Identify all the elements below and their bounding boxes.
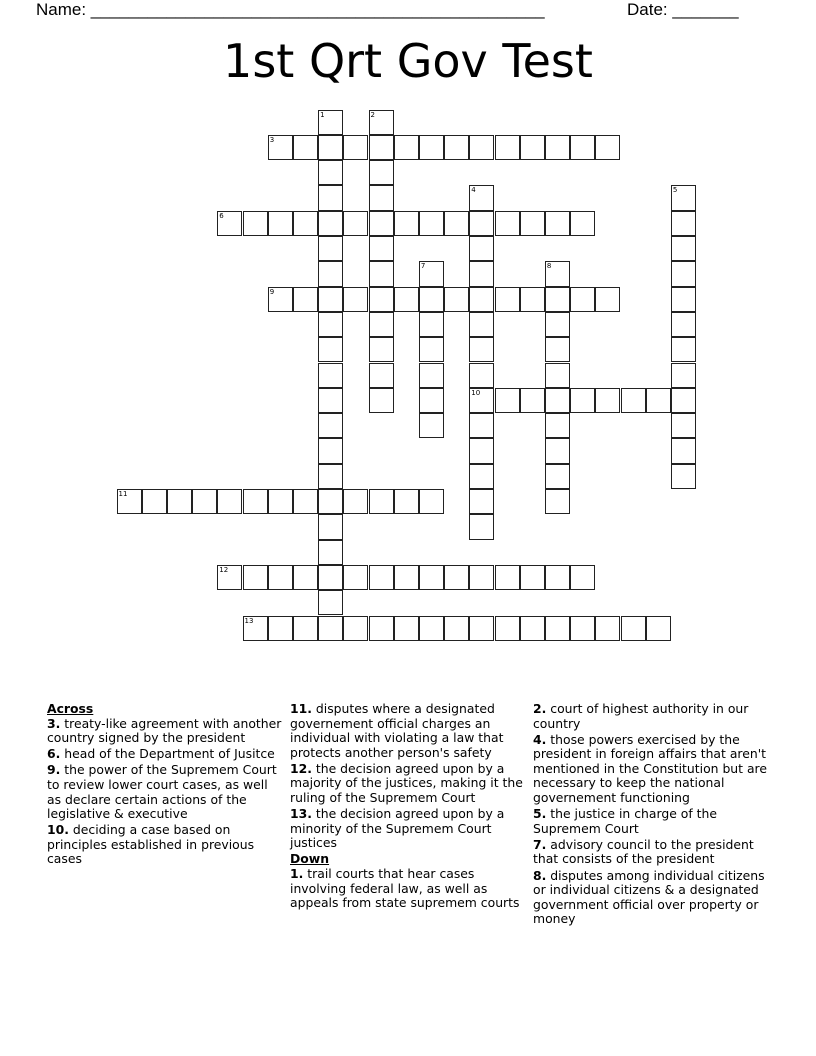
grid-cell[interactable] (545, 135, 570, 160)
grid-cell[interactable] (318, 110, 343, 135)
clue-number: 11 (118, 490, 128, 498)
grid-cell[interactable] (545, 312, 570, 337)
grid-cell[interactable] (369, 312, 394, 337)
grid-cell[interactable] (444, 135, 469, 160)
grid-cell[interactable] (318, 464, 343, 489)
grid-cell[interactable] (318, 438, 343, 463)
grid-cell[interactable] (394, 211, 419, 236)
grid-cell[interactable] (192, 489, 217, 514)
grid-cell[interactable] (243, 616, 268, 641)
grid-cell[interactable] (318, 514, 343, 539)
grid-cell[interactable] (469, 388, 494, 413)
grid-cell[interactable] (318, 565, 343, 590)
grid-cell[interactable] (369, 337, 394, 362)
grid-cell[interactable] (469, 489, 494, 514)
grid-cell[interactable] (369, 388, 394, 413)
grid-cell[interactable] (570, 287, 595, 312)
grid-cell[interactable] (369, 565, 394, 590)
grid-cell[interactable] (469, 514, 494, 539)
grid-cell[interactable] (595, 135, 620, 160)
clue-number: 6 (219, 211, 224, 220)
grid-cell[interactable] (495, 616, 520, 641)
grid-cell[interactable] (217, 489, 242, 514)
clues-column-3 (533, 702, 771, 928)
grid-cell[interactable] (671, 185, 696, 210)
grid-cell[interactable] (268, 135, 293, 160)
grid-cell[interactable] (545, 438, 570, 463)
grid-cell[interactable] (545, 616, 570, 641)
grid-cell[interactable] (469, 185, 494, 210)
clue-across-11: 11. disputes where a designated governement official charges an individual with violating a law that protects another person's safety (290, 701, 504, 760)
grid-cell[interactable] (293, 211, 318, 236)
grid-cell[interactable] (369, 363, 394, 388)
grid-cell[interactable] (545, 413, 570, 438)
grid-cell[interactable] (671, 312, 696, 337)
clue-number: 7 (420, 262, 426, 271)
grid-cell[interactable] (318, 160, 343, 185)
grid-cell[interactable] (469, 464, 494, 489)
clue-down-1: 1. trail courts that hear cases involving federal law, as well as appeals from state supremem courts (290, 866, 520, 911)
grid-cell[interactable] (646, 616, 671, 641)
grid-cell[interactable] (495, 287, 520, 312)
grid-cell[interactable] (343, 287, 368, 312)
clues-column-1 (47, 702, 285, 869)
grid-cell[interactable] (595, 616, 620, 641)
grid-cell[interactable] (243, 211, 268, 236)
grid-cell[interactable] (369, 110, 394, 135)
clue-number: 2 (370, 110, 375, 119)
grid-cell[interactable] (343, 211, 368, 236)
grid-cell[interactable] (469, 312, 494, 337)
grid-cell[interactable] (671, 261, 696, 286)
grid-cell[interactable] (369, 211, 394, 236)
grid-cell[interactable] (469, 236, 494, 261)
clue-number: 5 (672, 186, 678, 195)
grid-cell[interactable] (671, 363, 696, 388)
grid-cell[interactable] (419, 312, 444, 337)
grid-cell[interactable] (293, 616, 318, 641)
grid-cell[interactable] (167, 489, 192, 514)
grid-cell[interactable] (419, 287, 444, 312)
grid-cell[interactable] (469, 287, 494, 312)
grid-cell[interactable] (343, 135, 368, 160)
grid-cell[interactable] (444, 287, 469, 312)
grid-cell[interactable] (444, 211, 469, 236)
grid-cell[interactable] (369, 261, 394, 286)
clue-across-3: 3. treaty-like agreement with another country signed by the president (47, 715, 282, 746)
clue-across-10: 10. deciding a case based on principles established in previous cases (47, 822, 255, 867)
grid-cell[interactable] (243, 489, 268, 514)
grid-cell[interactable] (318, 185, 343, 210)
grid-cell[interactable] (419, 565, 444, 590)
grid-cell[interactable] (469, 337, 494, 362)
clue-number: 1 (320, 110, 325, 119)
grid-cell[interactable] (671, 413, 696, 438)
across-heading: Across (47, 701, 94, 716)
grid-cell[interactable] (469, 363, 494, 388)
grid-cell[interactable] (293, 135, 318, 160)
grid-cell[interactable] (545, 565, 570, 590)
grid-cell[interactable] (318, 363, 343, 388)
grid-cell[interactable] (243, 565, 268, 590)
grid-cell[interactable] (671, 236, 696, 261)
grid-cell[interactable] (595, 287, 620, 312)
grid-cell[interactable] (217, 211, 242, 236)
grid-cell[interactable] (469, 261, 494, 286)
grid-cell[interactable] (545, 388, 570, 413)
grid-cell[interactable] (545, 337, 570, 362)
grid-cell[interactable] (419, 211, 444, 236)
grid-cell[interactable] (444, 565, 469, 590)
clue-across-12: 12. the decision agreed upon by a majority of the justices, making it the ruling of the Supremem Court (290, 760, 523, 806)
grid-cell[interactable] (318, 337, 343, 362)
grid-cell[interactable] (520, 211, 545, 236)
grid-cell[interactable] (394, 565, 419, 590)
grid-cell[interactable] (369, 236, 394, 261)
grid-cell[interactable] (419, 337, 444, 362)
grid-cell[interactable] (469, 565, 494, 590)
grid-cell[interactable] (570, 565, 595, 590)
grid-cell[interactable] (495, 135, 520, 160)
grid-cell[interactable] (419, 413, 444, 438)
grid-cell[interactable] (293, 287, 318, 312)
grid-cell[interactable] (419, 363, 444, 388)
grid-cell[interactable] (671, 337, 696, 362)
clues-column-2 (290, 702, 528, 912)
clue-across-6: 6. head of the Department of Jusitce (47, 746, 275, 762)
grid-cell[interactable] (142, 489, 167, 514)
grid-cell[interactable] (268, 211, 293, 236)
page-title: 1st Qrt Gov Test (223, 34, 593, 88)
grid-cell[interactable] (343, 565, 368, 590)
grid-cell[interactable] (621, 388, 646, 413)
clue-across-9: 9. the power of the Supremem Court to review lower court cases, as well as declare certain actions of the legislative & executive (47, 762, 277, 822)
grid-cell[interactable] (419, 135, 444, 160)
grid-cell[interactable] (369, 489, 394, 514)
grid-cell[interactable] (117, 489, 142, 514)
grid-cell[interactable] (343, 616, 368, 641)
grid-cell[interactable] (369, 287, 394, 312)
grid-cell[interactable] (444, 616, 469, 641)
grid-cell[interactable] (495, 211, 520, 236)
clue-down-4: 4. those powers exercised by the president in foreign affairs that aren't mentioned in the Constitution but are necessary to keep the national governement functioning (533, 731, 767, 806)
clue-number: 3 (269, 135, 275, 144)
clue-down-8: 8. disputes among individual citizens or individual citizens & a designated government official over property or money (533, 867, 765, 927)
clue-down-2: 2. court of highest authority in our country (533, 701, 749, 731)
grid-cell[interactable] (318, 540, 343, 565)
grid-cell[interactable] (520, 565, 545, 590)
grid-cell[interactable] (520, 287, 545, 312)
clue-number: 8 (546, 262, 552, 271)
grid-cell[interactable] (646, 388, 671, 413)
grid-cell[interactable] (469, 211, 494, 236)
grid-cell[interactable] (318, 388, 343, 413)
clue-number: 4 (471, 186, 476, 195)
grid-cell[interactable] (495, 565, 520, 590)
clue-down-5: 5. the justice in charge of the Supremem Court (533, 806, 717, 836)
grid-cell[interactable] (394, 489, 419, 514)
grid-cell[interactable] (469, 438, 494, 463)
grid-cell[interactable] (318, 312, 343, 337)
grid-cell[interactable] (268, 489, 293, 514)
grid-cell[interactable] (520, 616, 545, 641)
grid-cell[interactable] (419, 261, 444, 286)
grid-cell[interactable] (545, 464, 570, 489)
grid-cell[interactable] (570, 388, 595, 413)
grid-cell[interactable] (545, 261, 570, 286)
grid-cell[interactable] (570, 211, 595, 236)
grid-cell[interactable] (394, 616, 419, 641)
grid-cell[interactable] (369, 616, 394, 641)
grid-cell[interactable] (419, 616, 444, 641)
grid-cell[interactable] (595, 388, 620, 413)
grid-cell[interactable] (545, 489, 570, 514)
grid-cell[interactable] (318, 616, 343, 641)
grid-cell[interactable] (318, 489, 343, 514)
clue-number: 13 (244, 616, 254, 625)
grid-cell[interactable] (369, 135, 394, 160)
grid-cell[interactable] (419, 489, 444, 514)
grid-cell[interactable] (268, 287, 293, 312)
grid-cell[interactable] (318, 590, 343, 615)
grid-cell[interactable] (671, 464, 696, 489)
grid-cell[interactable] (671, 438, 696, 463)
date-field: Date: _______ (627, 0, 739, 19)
grid-cell[interactable] (495, 388, 520, 413)
grid-cell[interactable] (293, 565, 318, 590)
grid-cell[interactable] (318, 287, 343, 312)
clue-number: 12 (219, 565, 229, 574)
grid-cell[interactable] (520, 388, 545, 413)
down-heading: Down (290, 851, 330, 867)
grid-cell[interactable] (369, 185, 394, 210)
grid-cell[interactable] (318, 211, 343, 236)
grid-cell[interactable] (570, 135, 595, 160)
grid-cell[interactable] (671, 388, 696, 413)
grid-cell[interactable] (268, 616, 293, 641)
grid-cell[interactable] (570, 616, 595, 641)
grid-cell[interactable] (217, 565, 242, 590)
grid-cell[interactable] (671, 211, 696, 236)
clue-down-7: 7. advisory council to the president that consists of the president (533, 836, 754, 867)
grid-cell[interactable] (318, 413, 343, 438)
grid-cell[interactable] (545, 211, 570, 236)
clue-across-13: 13. the decision agreed upon by a minority of the Supremem Court justices (290, 806, 505, 851)
grid-cell[interactable] (293, 489, 318, 514)
grid-cell[interactable] (545, 363, 570, 388)
grid-cell[interactable] (318, 135, 343, 160)
grid-cell[interactable] (520, 135, 545, 160)
grid-cell[interactable] (394, 135, 419, 160)
grid-cell[interactable] (343, 489, 368, 514)
grid-cell[interactable] (469, 413, 494, 438)
grid-cell[interactable] (621, 616, 646, 641)
grid-cell[interactable] (469, 135, 494, 160)
clue-number: 9 (269, 287, 275, 296)
grid-cell[interactable] (419, 388, 444, 413)
grid-cell[interactable] (369, 160, 394, 185)
grid-cell[interactable] (318, 261, 343, 286)
grid-cell[interactable] (671, 287, 696, 312)
grid-cell[interactable] (318, 236, 343, 261)
grid-cell[interactable] (268, 565, 293, 590)
name-field: Name: ________________________________________________ (36, 0, 545, 19)
grid-cell[interactable] (469, 616, 494, 641)
grid-cell[interactable] (545, 287, 570, 312)
grid-cell[interactable] (394, 287, 419, 312)
clue-number: 10 (471, 388, 481, 397)
